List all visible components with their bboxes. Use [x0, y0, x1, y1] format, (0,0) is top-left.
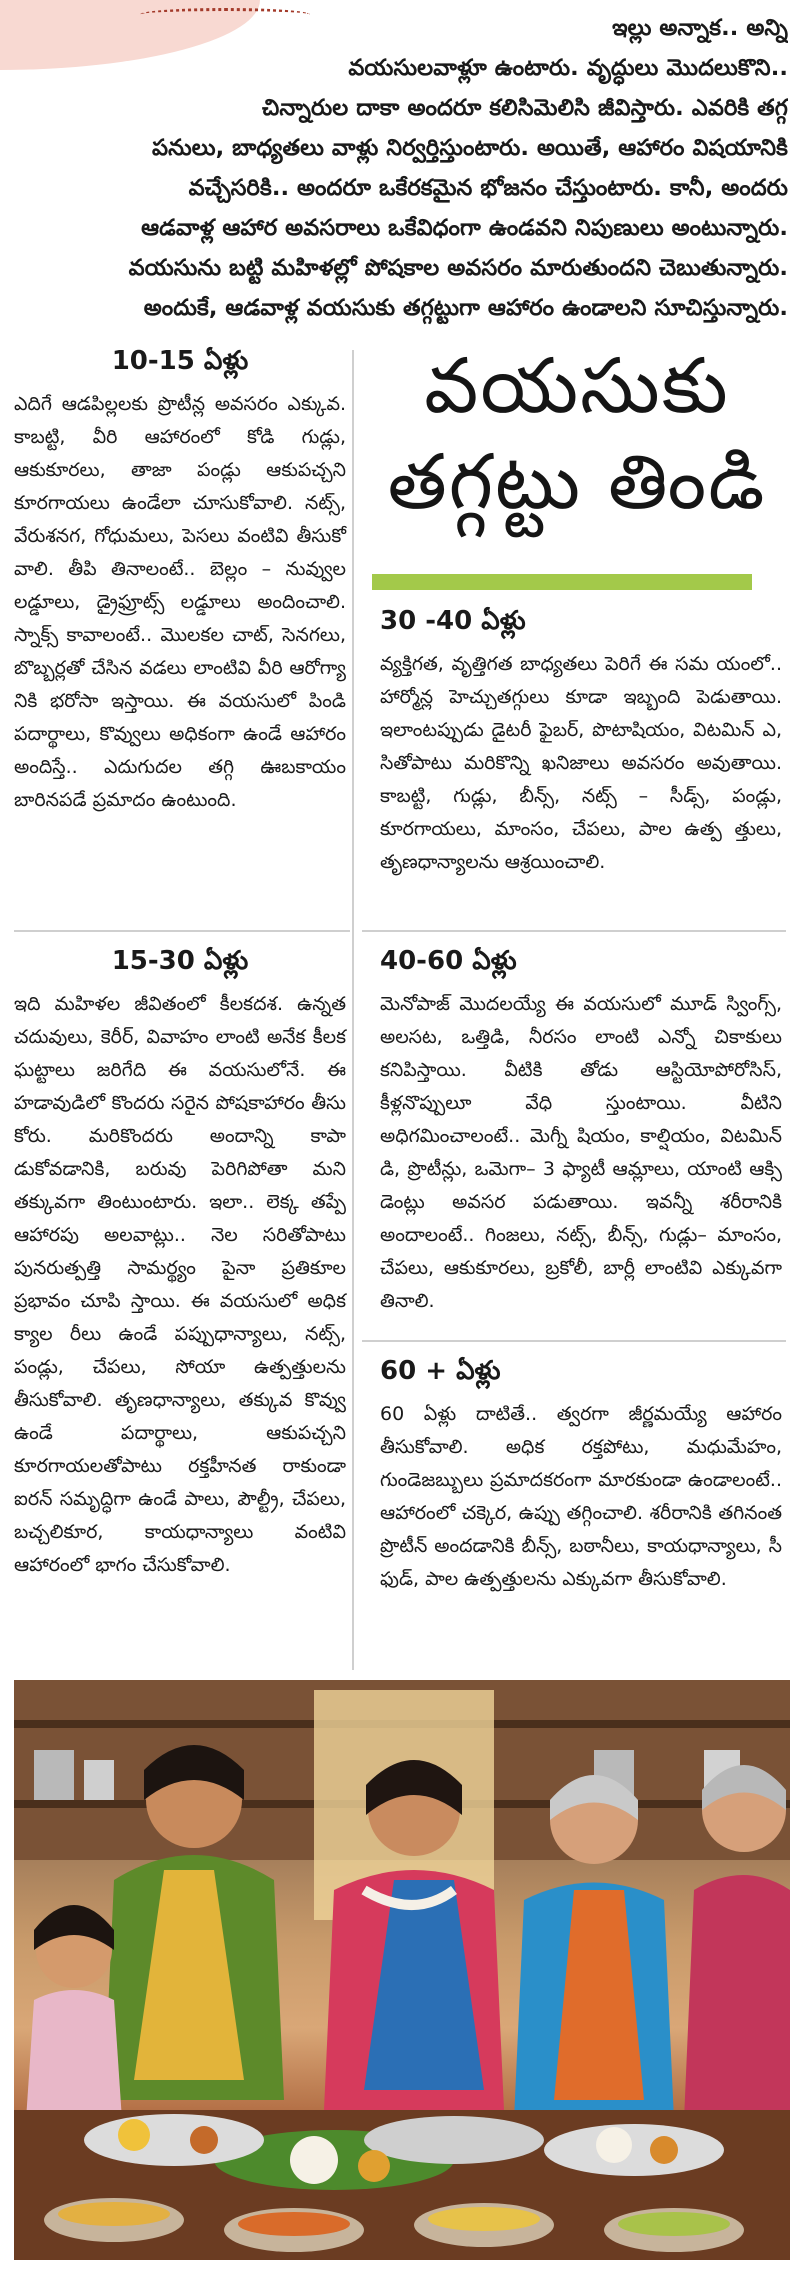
- section-age-15-30: [14, 946, 346, 1582]
- section-body: ఇది మహిళల జీవితంలో కీలకదశ. ఉన్నత చదువులు, కెరీర్, వివాహం లాంటి అనేక కీలక ఘట్టాలు జరిగేది ఈ వయసులోనే. ఈ హడావుడిలో కొందరు సరైన పోషకాహారం తీసు కోరు. మరికొందరు అందాన్ని కాపా డుకోవడానికి, బరువు పెరిగిపోతా మని తక్కువగా తింటుంటారు. ఇలా.. లెక్క తప్పే ఆహారపు అలవాట్లు.. నెల సరితోపాటు పునరుత్పత్తి సామర్థ్యం పైనా ప్రతికూల ప్రభావం చూపి స్తాయి. ఈ వయసులో అధిక క్యాల రీలు ఉండే పప్పుధాన్యాలు, నట్స్, పండ్లు, చేపలు, సోయా ఉత్పత్తులను తీసుకోవాలి. తృణధాన్యాలు, తక్కువ కొవ్వు ఉండే పదార్థాలు, ఆకుపచ్చని కూరగాయలతోపాటు రక్తహీనత రాకుండా ఐరన్ సమృద్ధిగా ఉండే పాలు, పౌల్ట్రీ, చేపలు, బచ్చలికూర, కాయధాన్యాలు వంటివి ఆహారంలో భాగం చేసుకోవాలి.: [14, 993, 346, 1576]
- section-divider: [362, 930, 786, 932]
- intro-line: ఇల్లు అన్నాక.. అన్ని: [612, 15, 788, 41]
- section-divider: [362, 1340, 786, 1342]
- intro-line: వయసులవాళ్లూ ఉంటారు. వృద్ధులు మొదలుకొని..: [348, 55, 788, 81]
- section-heading: 60 + ఏళ్లు: [380, 1356, 501, 1386]
- illustration-svg: [14, 1680, 790, 2260]
- column-divider: [352, 350, 354, 1670]
- intro-line: వయసును బట్టి మహిళల్లో పోషకాల అవసరం మారుతుందని చెబుతున్నారు.: [128, 255, 788, 281]
- section-heading: 15-30 ఏళ్లు: [111, 946, 249, 976]
- title-line-1: వయసుకు: [424, 341, 730, 430]
- section-age-30-40: [380, 606, 782, 879]
- section-body: 60 ఏళ్లు దాటితే.. త్వరగా జీర్ణమయ్యే ఆహారం తీసుకోవాలి. అధిక రక్తపోటు, మధుమేహం, గుండెజబ్బులు ప్రమాదకరంగా మారకుండా ఉండాలంటే.. ఆహారంలో చక్కెర, ఉప్పు తగ్గించాలి. శరీరానికి తగినంత ప్రొటీన్ అందడానికి బీన్స్, బఠానీలు, కాయధాన్యాలు, సీ ఫుడ్, పాల ఉత్పత్తులను ఎక్కువగా తీసుకోవాలి.: [380, 1403, 782, 1590]
- intro-line: పనులు, బాధ్యతలు వాళ్లు నిర్వర్తిస్తుంటారు. అయితే, ఆహారం విషయానికి: [151, 135, 788, 161]
- section-body: ఎదిగే ఆడపిల్లలకు ప్రొటీన్ల అవసరం ఎక్కువ. కాబట్టి, వీరి ఆహారంలో కోడి గుడ్లు, ఆకుకూరలు, తాజా పండ్లు ఆకుపచ్చని కూరగాయలు ఉండేలా చూసుకోవాలి. నట్స్, వేరుశనగ, గోధుమలు, పెసలు వంటివి తీసుకో వాలి. తీపి తినాలంటే.. బెల్లం – నువ్వుల లడ్డూలు, డ్రైఫ్రూట్స్ లడ్డూలు అందించాలి. స్నాక్స్ కావాలంటే.. మొలకల చాట్, సెనగలు, బొబ్బర్లతో చేసిన వడలు లాంటివి వీరి ఆరోగ్యా నికి భరోసా ఇస్తాయి. ఈ వయసులో పిండి పదార్థాలు, కొవ్వులు అధికంగా ఉండే ఆహారం అందిస్తే.. ఎదుగుదల తగ్గి ఊబకాయం బారినపడే ప్రమాదం ఉంటుంది.: [14, 393, 346, 811]
- section-heading: 40-60 ఏళ్లు: [380, 946, 517, 976]
- section-heading: 10-15 ఏళ్లు: [111, 346, 249, 376]
- family-meal-illustration: [14, 1680, 790, 2260]
- section-age-40-60: [380, 946, 782, 1318]
- section-divider: [14, 930, 350, 932]
- intro-line: వచ్చేసరికి.. అందరూ ఒకేరకమైన భోజనం చేస్తుంటారు. కానీ, అందరు: [188, 175, 788, 201]
- section-body: మెనోపాజ్ మొదలయ్యే ఈ వయసులో మూడ్ స్వింగ్స్, అలసట, ఒత్తిడి, నీరసం లాంటి ఎన్నో చికాకులు కనిపిస్తాయి. వీటికి తోడు ఆస్టియోపోరోసిస్, కీళ్లనొప్పులూ వేధి స్తుంటాయి. వీటిని అధిగమించాలంటే.. మెగ్నీ షియం, కాల్షియం, విటమిన్ డి, ప్రొటీన్లు, ఒమెగా– 3 ఫ్యాటీ ఆమ్లాలు, యాంటి ఆక్సి డెంట్లు అవసర పడుతాయి. ఇవన్నీ శరీరానికి అందాలంటే.. గింజలు, నట్స్, బీన్స్, గుడ్లు– మాంసం, చేపలు, ఆకుకూరలు, బ్రకోలీ, బార్లీ లాంటివి ఎక్కువగా తినాలి.: [380, 993, 782, 1312]
- section-body: వ్యక్తిగత, వృత్తిగత బాధ్యతలు పెరిగే ఈ సమ యంలో.. హార్మోన్ల హెచ్చుతగ్గులు కూడా ఇబ్బంది పెడుతాయి. ఇలాంటప్పుడు డైటరీ ఫైబర్, పొటాషియం, విటమిన్ ఎ, సితోపాటు మరికొన్ని ఖనిజాలు అవసరం అవుతాయి. కాబట్టి, గుడ్లు, బీన్స్, నట్స్ – సీడ్స్, పండ్లు, కూరగాయలు, మాంసం, చేపలు, పాల ఉత్ప త్తులు, తృణధాన్యాలను ఆశ్రయించాలి.: [380, 653, 782, 873]
- section-age-10-15: [14, 346, 346, 817]
- intro-line: అందుకే, ఆడవాళ్ల వయసుకు తగ్గట్టుగా ఆహారం ఉండాలని సూచిస్తున్నారు.: [143, 295, 788, 321]
- article-title: [370, 338, 784, 530]
- intro-line: ఆడవాళ్ల ఆహార అవసరాలు ఒకేవిధంగా ఉండవని నిపుణులు అంటున్నారు.: [141, 215, 788, 241]
- intro-paragraph: [14, 8, 788, 328]
- title-line-2: తగ్గట్టు తిండి: [387, 437, 767, 526]
- title-underline-bar: [372, 574, 752, 590]
- intro-line: చిన్నారుల దాకా అందరూ కలిసిమెలిసి జీవిస్తారు. ఎవరికి తగ్గ: [261, 95, 788, 121]
- section-heading: 30 -40 ఏళ్లు: [380, 606, 526, 636]
- section-age-60-plus: [380, 1356, 782, 1596]
